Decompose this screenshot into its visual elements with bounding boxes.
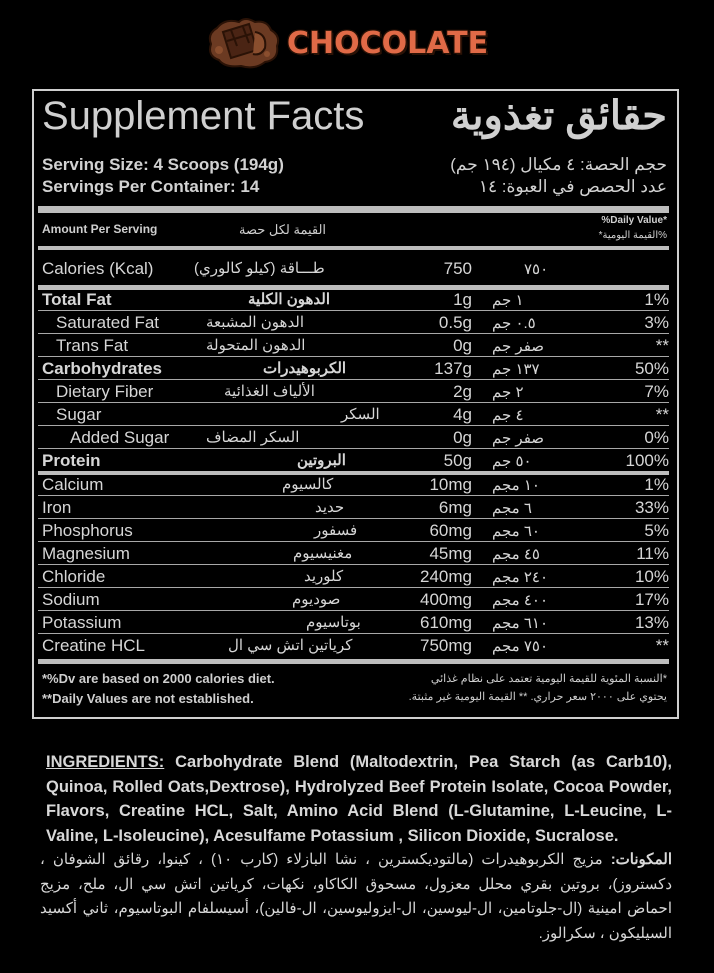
servings-per-container: Servings Per Container: 14 [42, 177, 260, 196]
nutrient-name: Potassium [42, 613, 122, 632]
serving-size: Serving Size: 4 Scoops (194g) [42, 155, 284, 174]
nutrient-row [34, 566, 677, 588]
nutrient-daily-value: 11% [636, 544, 669, 563]
divider-bottom [38, 659, 669, 664]
nutrient-name-arabic: السكر المضاف [206, 429, 300, 446]
nutrient-row [34, 404, 677, 426]
nutrient-name-arabic: بوتاسيوم [306, 614, 361, 631]
nutrient-name-arabic: الدهون المشبعة [206, 314, 305, 331]
panel-title: Supplement Facts [42, 94, 365, 138]
nutrient-amount: 60mg [429, 521, 472, 540]
row-divider [38, 564, 669, 565]
nutrient-row [34, 358, 677, 380]
nutrient-daily-value: 5% [644, 521, 669, 540]
row-divider [38, 356, 669, 357]
supplement-facts-panel [32, 89, 679, 719]
nutrient-name: Saturated Fat [56, 313, 160, 332]
nutrient-amount-arabic: ١ جم [492, 292, 524, 309]
row-divider [38, 541, 669, 542]
nutrient-amount: 750mg [420, 636, 472, 655]
nutrient-amount: 4g [453, 405, 472, 424]
nutrient-row [34, 312, 677, 334]
nutrient-amount: 6mg [438, 498, 472, 517]
nutrient-row [34, 289, 677, 311]
nutrient-amount: 50g [443, 451, 472, 470]
serving-size-arabic: حجم الحصة: ٤ مكيال (١٩٤ جم) [450, 155, 667, 174]
nutrient-amount-arabic: صفر جم [492, 338, 545, 355]
row-divider [38, 402, 669, 403]
servings-per-container-arabic: عدد الحصص في العبوة: ١٤ [478, 177, 667, 196]
nutrient-amount: 400mg [420, 590, 472, 609]
nutrient-amount-arabic: ٢٤٠ مجم [492, 569, 549, 586]
flavor-title: CHOCOLATE [287, 26, 489, 61]
nutrient-name-arabic: حديد [315, 499, 345, 516]
nutrient-daily-value: ** [655, 636, 669, 655]
nutrient-daily-value: 13% [634, 613, 669, 632]
row-divider [38, 610, 669, 611]
calories-amount: 750 [443, 259, 472, 278]
nutrient-name-arabic: الكربوهيدرات [263, 360, 347, 377]
footnote-dv-arabic: *النسبة المئوية للقيمة اليومية تعتمد على نظام غذائي [430, 673, 667, 685]
footnote-not-established-arabic: يحتوي على ٢٠٠٠ سعر حراري. ** القيمة اليومية غير مثبتة. [408, 691, 667, 703]
nutrient-name-arabic: كلوريد [304, 568, 344, 585]
row-divider [38, 495, 669, 496]
nutrient-amount-arabic: ١٣٧ جم [492, 361, 540, 378]
nutrient-row [34, 427, 677, 449]
nutrient-row [34, 474, 677, 496]
row-divider [38, 333, 669, 334]
daily-value-label: %Daily Value* [601, 215, 667, 226]
calories-row [34, 258, 677, 280]
nutrient-name: Magnesium [42, 544, 130, 563]
nutrient-row [34, 520, 677, 542]
nutrient-name: Added Sugar [70, 428, 170, 447]
nutrient-amount-arabic: ٠.٥ جم [492, 315, 536, 332]
row-divider [38, 518, 669, 519]
nutrient-name: Protein [42, 451, 101, 470]
amount-per-serving-label: Amount Per Serving [42, 222, 158, 236]
row-divider [38, 633, 669, 634]
ingredients-label: INGREDIENTS: [46, 753, 165, 771]
nutrient-daily-value: 1% [644, 475, 669, 494]
nutrient-name-arabic: الألياف الغذائية [224, 383, 315, 400]
nutrient-row [34, 497, 677, 519]
nutrient-name-arabic: الدهون المتحولة [206, 337, 306, 354]
nutrient-name: Creatine HCL [42, 636, 145, 655]
nutrient-name: Trans Fat [56, 336, 129, 355]
calories-label-arabic: طـــاقة (كيلو كالوري) [194, 260, 325, 277]
row-divider [38, 448, 669, 449]
nutrient-name-arabic: السكر [341, 406, 380, 423]
divider-medium [38, 246, 669, 250]
nutrient-amount-arabic: ٦٠ مجم [492, 523, 540, 540]
nutrient-daily-value: 3% [644, 313, 669, 332]
nutrient-name-arabic: الدهون الكلية [248, 291, 331, 308]
nutrient-amount-arabic: ٤٠٠ مجم [492, 592, 549, 609]
nutrient-amount-arabic: ٦ مجم [492, 500, 532, 517]
nutrient-amount: 45mg [429, 544, 472, 563]
nutrient-amount: 10mg [429, 475, 472, 494]
ingredients-english [46, 750, 672, 848]
nutrient-daily-value: ** [655, 405, 669, 424]
nutrient-name-arabic: فسفور [314, 522, 358, 539]
nutrient-daily-value: 17% [634, 590, 669, 609]
nutrient-amount: 0g [453, 428, 472, 447]
nutrient-amount-arabic: ٥٠ جم [492, 453, 532, 470]
nutrient-amount-arabic: ٤٥ مجم [492, 546, 540, 563]
nutrient-daily-value: 33% [634, 498, 669, 517]
nutrient-row [34, 589, 677, 611]
row-divider [38, 379, 669, 380]
nutrient-row [34, 635, 677, 657]
nutrient-name: Dietary Fiber [56, 382, 154, 401]
daily-value-label-arabic: %القيمة اليومية* [598, 230, 667, 241]
ingredients-text-arabic: مزيج الكربوهيدرات (مالتوديكسترين ، نشا البازلاء (كارب ١٠) ، كينوا، رقائق الشوفان ، دكستروز)، بروتين بقري محلل معزول، مسحوق الكاكاو، نكهات، كرياتين اتش سي ال، ملح، مزيج احماض امينية (ال-جلوتامين، ال-ليوسين، ال-ايزوليوسين، ال-فالين)، أسيسلفام البوتاسيوم، ثاني أكسيد السيليكون ، سكرالوز. [40, 851, 672, 942]
calories-label: Calories (Kcal) [42, 259, 154, 278]
nutrient-name-arabic: كالسيوم [282, 476, 334, 493]
nutrient-row [34, 450, 677, 472]
nutrient-name: Sugar [56, 405, 102, 424]
nutrient-daily-value: 7% [644, 382, 669, 401]
nutrient-name: Sodium [42, 590, 100, 609]
nutrient-name: Phosphorus [42, 521, 133, 540]
chocolate-icon [205, 14, 283, 70]
nutrient-daily-value: ** [655, 336, 669, 355]
nutrient-amount-arabic: ٢ جم [492, 384, 524, 401]
nutrient-amount: 1g [453, 290, 472, 309]
nutrient-row [34, 381, 677, 403]
nutrient-name: Chloride [42, 567, 106, 586]
nutrient-daily-value: 1% [644, 290, 669, 309]
nutrient-daily-value: 100% [625, 451, 669, 470]
nutrient-name: Carbohydrates [42, 359, 162, 378]
nutrient-name: Total Fat [42, 290, 112, 309]
nutrient-amount-arabic: ٤ جم [492, 407, 524, 424]
nutrient-row [34, 543, 677, 565]
nutrient-amount: 137g [434, 359, 472, 378]
nutrient-name-arabic: البروتين [297, 452, 346, 469]
nutrient-daily-value: 0% [644, 428, 669, 447]
brand-logo [205, 12, 495, 72]
nutrient-name-arabic: مغنيسيوم [293, 545, 353, 562]
nutrient-daily-value: 10% [634, 567, 669, 586]
nutrient-name-arabic: كرياتين اتش سي ال [228, 637, 353, 654]
ingredients-arabic [40, 848, 672, 946]
nutrient-amount: 0.5g [438, 313, 472, 332]
nutrient-name: Calcium [42, 475, 104, 494]
panel-title-arabic: حقائق تغذوية [450, 94, 667, 138]
nutrient-amount-arabic: ١٠ مجم [492, 477, 540, 494]
nutrient-amount: 2g [453, 382, 472, 401]
nutrient-amount: 240mg [420, 567, 472, 586]
nutrient-row [34, 335, 677, 357]
amount-per-serving-label-arabic: القيمة لكل حصة [239, 222, 327, 237]
divider-thick [38, 206, 669, 213]
nutrient-amount-arabic: ٧٥٠ مجم [492, 638, 549, 655]
nutrient-name-arabic: صوديوم [292, 591, 341, 608]
row-divider [38, 310, 669, 311]
nutrient-name: Iron [42, 498, 72, 517]
row-divider [38, 425, 669, 426]
footnote-dv: *%Dv are based on 2000 calories diet. [42, 671, 275, 686]
nutrient-daily-value: 50% [634, 359, 669, 378]
footnote-not-established: **Daily Values are not established. [42, 691, 254, 706]
nutrient-amount: 0g [453, 336, 472, 355]
nutrient-amount-arabic: صفر جم [492, 430, 545, 447]
calories-amount-arabic: ٧٥٠ [524, 261, 549, 278]
ingredients-text: Carbohydrate Blend (Maltodextrin, Pea Starch (as Carb10), Quinoa, Rolled Oats,Dextrose), Hydrolyzed Beef Protein Isolate, Cocoa Powder, Flavors, Creatine HCL, Salt, Amino Acid Blend (L-Glutamine, L-Leucine, L-Valine, L-Isoleucine), Acesulfame Potassium , Silicon Dioxide, Sucralose. [46, 753, 672, 845]
nutrient-amount-arabic: ٦١٠ مجم [492, 615, 549, 632]
row-divider [38, 587, 669, 588]
nutrient-row [34, 612, 677, 634]
ingredients-label-arabic: المكونات: [610, 851, 672, 868]
nutrient-amount: 610mg [420, 613, 472, 632]
